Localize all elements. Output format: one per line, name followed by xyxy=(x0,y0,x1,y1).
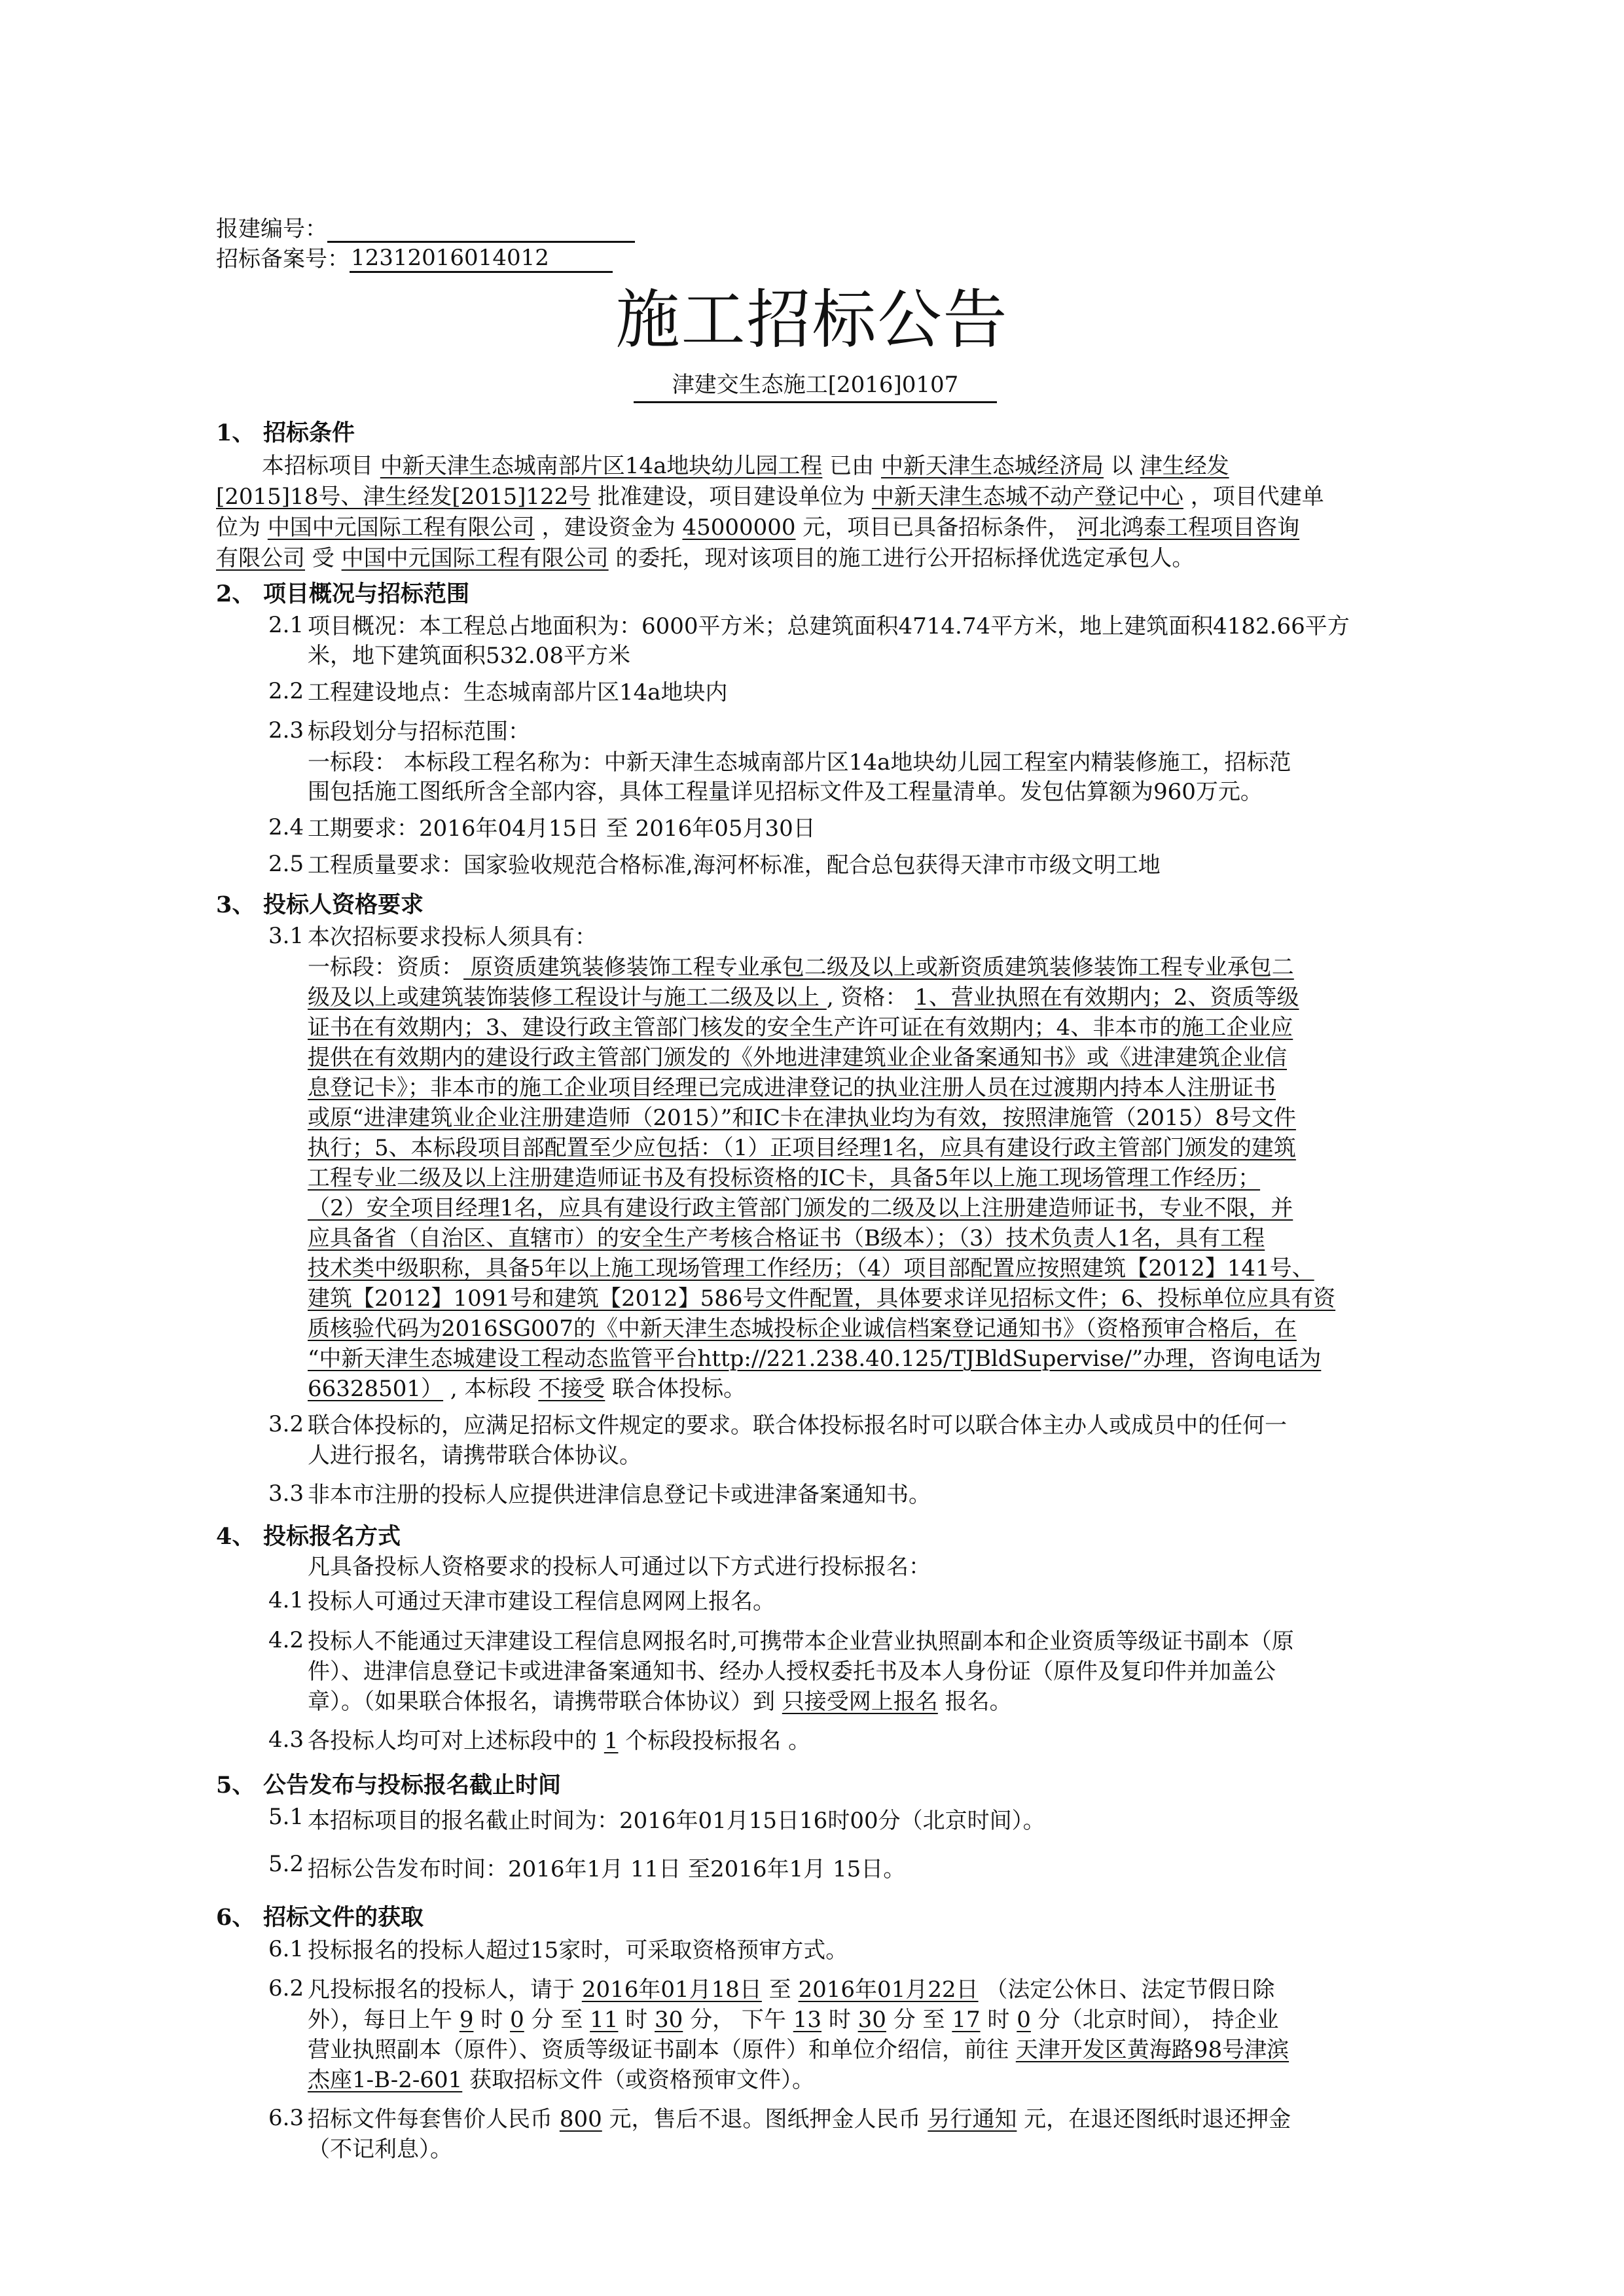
item-4-1-text: 投标人可通过天津市建设工程信息网网上报名。 xyxy=(308,1588,775,1615)
item-4-3-text: 各投标人均可对上述标段中的 1 个标段投标报名 。 xyxy=(308,1728,811,1754)
item-3-2-line-1: 联合体投标的，应满足招标文件规定的要求。联合体投标报名时可以联合体主办人或成员中的任何一 xyxy=(308,1412,1287,1439)
section-6-heading: 6、 招标文件的获取 xyxy=(216,1904,424,1931)
page-title: 施工招标公告 xyxy=(615,283,1009,357)
item-6-2-label: 6.2 xyxy=(268,1975,304,2001)
report-no-row xyxy=(216,211,635,243)
item-4-2-label: 4.2 xyxy=(268,1627,304,1653)
s1-line-3: 位为 中国中元国际工程有限公司 ，建设资金为 45000000 元，项目已具备招标条件， 河北鸿泰工程项目咨询 xyxy=(216,514,1300,541)
qual-line-1: 一标段：资质： 原资质建筑装修装饰工程专业承包二级及以上或新资质建筑装修装饰工程专业承包二 xyxy=(308,954,1294,980)
item-2-5-label: 2.5 xyxy=(268,851,304,877)
section-5-heading: 5、 公告发布与投标报名截止时间 xyxy=(216,1772,562,1799)
item-2-3-line-2: 围包括施工图纸所含全部内容，具体工程量详见招标文件及工程量清单。发包估算额为960万元。 xyxy=(308,779,1263,805)
item-3-1-label: 3.1 xyxy=(268,923,304,949)
item-6-2-line-4: 杰座1-B-2-601 获取招标文件（或资格预审文件）。 xyxy=(308,2067,815,2093)
item-2-3-label: 2.3 xyxy=(268,717,304,744)
qual-line-13: 质核验代码为2016SG007的《中新天津生态城投标企业诚信档案登记通知书》（资格预审合格后，在 xyxy=(308,1316,1297,1342)
qual-line-2: 级及以上或建筑装饰装修工程设计与施工二级及以上 , 资格： 1、营业执照在有效期内；2、资质等级 xyxy=(308,984,1299,1011)
item-4-1-label: 4.1 xyxy=(268,1587,304,1613)
item-2-1-line-1: 项目概况：本工程总占地面积为：6000平方米；总建筑面积4714.74平方米，地上建筑面积4182.66平方 xyxy=(308,613,1350,639)
item-5-1-label: 5.1 xyxy=(268,1804,304,1830)
qual-line-9: （2）安全项目经理1名，应具有建设行政主管部门颁发的二级及以上注册建造师证书，专业不限，并 xyxy=(308,1195,1293,1221)
report-no-label: 报建编号： xyxy=(216,216,327,242)
item-4-3-label: 4.3 xyxy=(268,1727,304,1753)
qual-line-14: “中新天津生态城建设工程动态监管平台http://221.238.40.125/TJBldSupervise/”办理，咨询电话为 xyxy=(308,1346,1322,1372)
item-3-3-label: 3.3 xyxy=(268,1480,304,1507)
qual-line-7: 执行；5、本标段项目部配置至少应包括：（1）正项目经理1名，应具有建设行政主管部门颁发的建筑 xyxy=(308,1135,1296,1161)
document-number: 津建交生态施工[2016]0107 xyxy=(634,367,997,403)
item-6-3-line-1: 招标文件每套售价人民币 800 元，售后不退。图纸押金人民币 另行通知 元，在退还图纸时退还押金 xyxy=(308,2106,1291,2132)
qual-line-3: 证书在有效期内；3、建设行政主管部门核发的安全生产许可证在有效期内；4、非本市的施工企业应 xyxy=(308,1014,1293,1041)
item-6-2-line-3: 营业执照副本（原件）、资质等级证书副本（原件）和单位介绍信，前往 天津开发区黄海路98号津滨 xyxy=(308,2037,1290,2063)
item-4-2-line-1: 投标人不能通过天津建设工程信息网报名时,可携带本企业营业执照副本和企业资质等级证书副本（原 xyxy=(308,1628,1294,1655)
item-5-2-label: 5.2 xyxy=(268,1851,304,1877)
section-3-heading: 3、 投标人资格要求 xyxy=(216,891,424,918)
item-2-1-label: 2.1 xyxy=(268,612,304,638)
item-2-5-text: 工程质量要求：国家验收规范合格标准,海河杯标准，配合总包获得天津市市级文明工地 xyxy=(308,852,1161,878)
item-6-2-line-2: 外），每日上午 9 时 0 分 至 11 时 30 分， 下午 13 时 30 分 至 17 时 0 分（北京时间）， 持企业 xyxy=(308,2007,1279,2033)
item-4-2-line-2: 件）、进津信息登记卡或进津备案通知书、经办人授权委托书及本人身份证（原件及复印件并加盖公 xyxy=(308,1659,1276,1685)
item-2-1-line-2: 米，地下建筑面积532.08平方米 xyxy=(308,643,630,669)
item-2-4-label: 2.4 xyxy=(268,814,304,840)
item-2-2-label: 2.2 xyxy=(268,678,304,704)
item-3-1-title: 本次招标要求投标人须具有： xyxy=(308,924,597,950)
s1-line-1: 本招标项目 中新天津生态城南部片区14a地块幼儿园工程 已由 中新天津生态城经济局 以 津生经发 xyxy=(262,453,1229,479)
item-5-2-text: 招标公告发布时间：2016年1月 11日 至2016年1月 15日。 xyxy=(308,1856,906,1882)
item-6-1-label: 6.1 xyxy=(268,1936,304,1962)
qual-line-10: 应具备省（自治区、直辖市）的安全生产考核合格证书（B级本）；（3）技术负责人1名，具有工程 xyxy=(308,1225,1265,1251)
item-3-3-text: 非本市注册的投标人应提供进津信息登记卡或进津备案通知书。 xyxy=(308,1482,931,1508)
item-3-2-line-2: 人进行报名，请携带联合体协议。 xyxy=(308,1443,641,1469)
s1-line-2: [2015]18号、津生经发[2015]122号 批准建设，项目建设单位为 中新天津生态城不动产登记中心 ，项目代建单 xyxy=(216,484,1324,510)
section-4-heading: 4、 投标报名方式 xyxy=(216,1523,401,1550)
item-6-3-label: 6.3 xyxy=(268,2105,304,2131)
item-6-1-text: 投标报名的投标人超过15家时，可采取资格预审方式。 xyxy=(308,1937,848,1964)
report-no-value xyxy=(327,215,635,243)
item-6-3-line-2: （不记利息）。 xyxy=(308,2136,452,2162)
item-2-3-title: 标段划分与招标范围： xyxy=(308,719,530,745)
qual-line-5: 息登记卡》；非本市的施工企业项目经理已完成进津登记的执业注册人员在过渡期内持本人注册证书 xyxy=(308,1075,1276,1101)
filing-no-value: 12312016014012 xyxy=(350,245,613,273)
qual-line-12: 建筑【2012】1091号和建筑【2012】586号文件配置，具体要求详见招标文件；6、投标单位应具有资 xyxy=(308,1285,1336,1312)
qual-line-15: 66328501） , 本标段 不接受 联合体投标。 xyxy=(308,1376,746,1402)
item-5-1-text: 本招标项目的报名截止时间为：2016年01月15日16时00分（北京时间）。 xyxy=(308,1808,1045,1834)
qual-line-6: 或原“进津建筑业企业注册建造师（2015）”和IC卡在津执业均为有效，按照津施管（2015）8号文件 xyxy=(308,1105,1296,1131)
item-2-3-line-1: 一标段： 本标段工程名称为：中新天津生态城南部片区14a地块幼儿园工程室内精装修施工，招标范 xyxy=(308,749,1291,776)
item-6-2-line-1: 凡投标报名的投标人，请于 2016年01月18日 至 2016年01月22日 （法定公休日、法定节假日除 xyxy=(308,1977,1275,2003)
item-3-2-label: 3.2 xyxy=(268,1411,304,1437)
item-2-2-text: 工程建设地点：生态城南部片区14a地块内 xyxy=(308,679,728,706)
filing-no-label: 招标备案号： xyxy=(216,246,350,272)
item-4-2-line-3: 章）。（如果联合体报名，请携带联合体协议）到 只接受网上报名 报名。 xyxy=(308,1689,1012,1715)
section-1-heading: 1、 招标条件 xyxy=(216,420,355,446)
item-4-intro: 凡具备投标人资格要求的投标人可通过以下方式进行投标报名： xyxy=(308,1554,931,1580)
s1-line-4: 有限公司 受 中国中元国际工程有限公司 的委托，现对该项目的施工进行公开招标择优选定承包人。 xyxy=(216,545,1195,571)
qual-line-11: 技术类中级职称，具备5年以上施工现场管理工作经历；（4）项目部配置应按照建筑【2012】141号、 xyxy=(308,1255,1314,1282)
qual-line-4: 提供在有效期内的建设行政主管部门颁发的《外地进津建筑业企业备案通知书》或《进津建筑企业信 xyxy=(308,1045,1287,1071)
section-2-heading: 2、 项目概况与招标范围 xyxy=(216,581,470,607)
item-2-4-text: 工期要求：2016年04月15日 至 2016年05月30日 xyxy=(308,816,816,842)
qual-line-8: 工程专业二级及以上注册建造师证书及有投标资格的IC卡，具备5年以上施工现场管理工作经历； xyxy=(308,1165,1261,1191)
